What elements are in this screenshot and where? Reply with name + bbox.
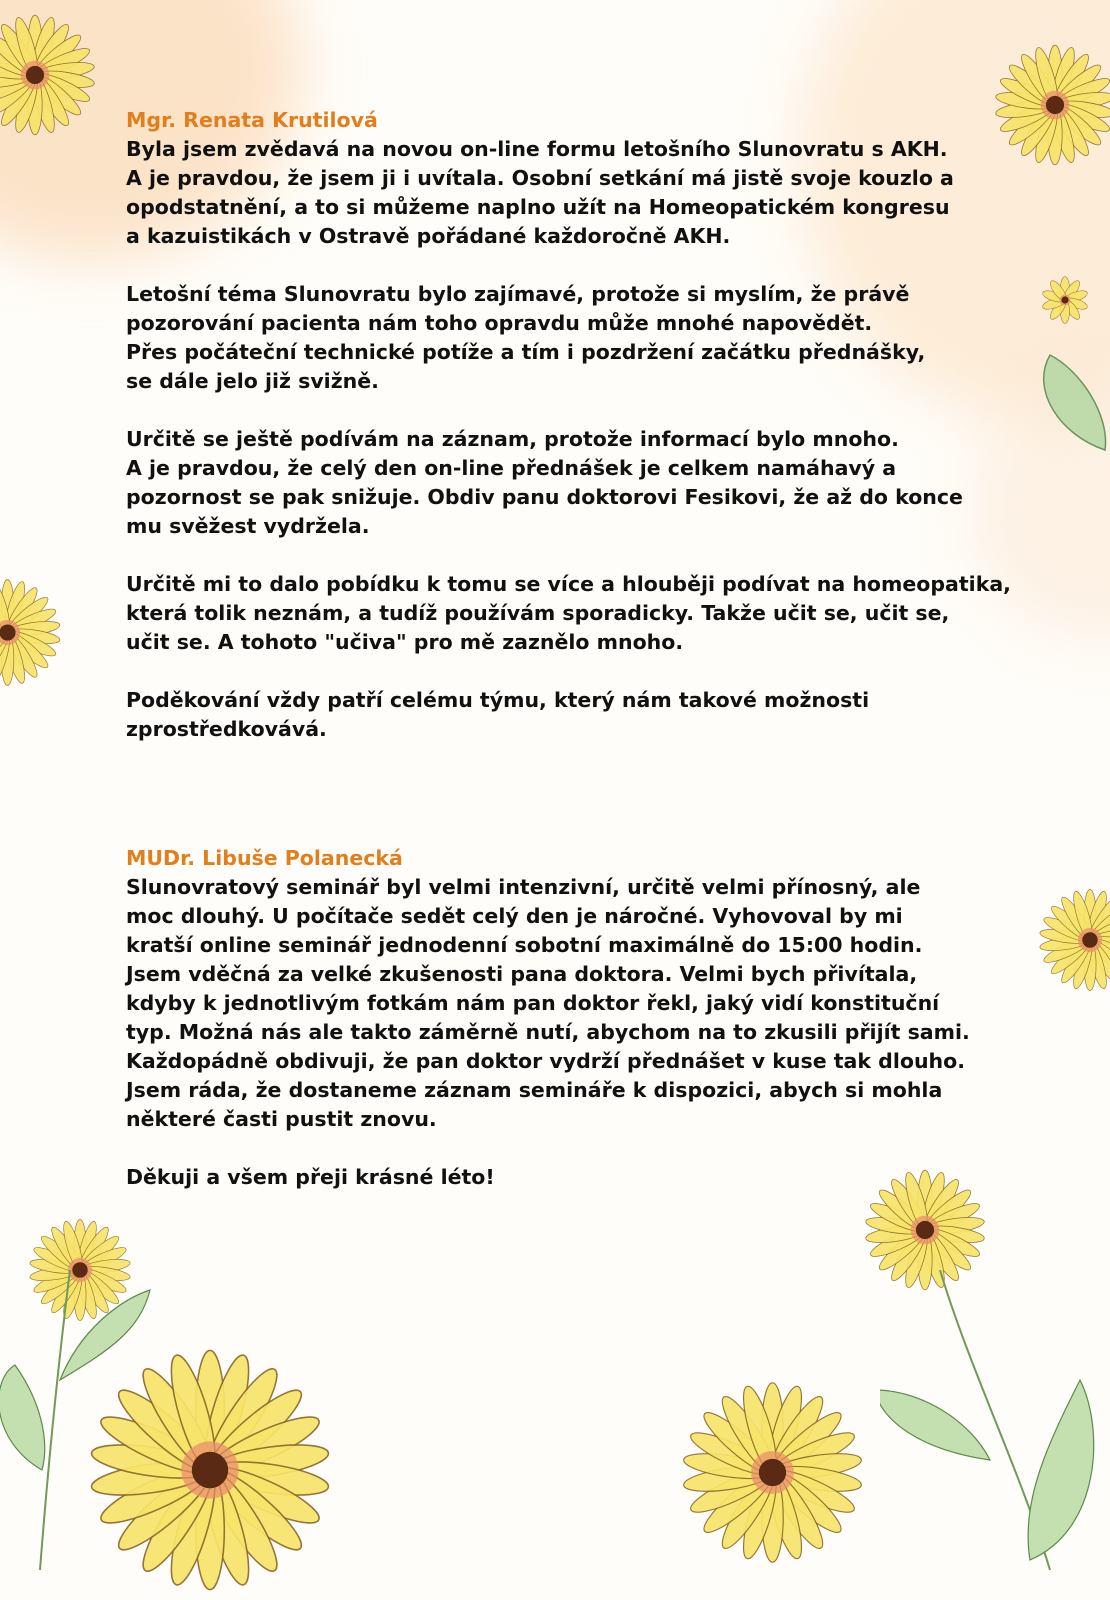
stem-leaves-icon <box>0 1270 200 1570</box>
stem-leaves-icon <box>880 1270 1110 1570</box>
calendula-flower-icon <box>675 1375 870 1570</box>
paragraph: Určitě mi to dalo pobídku k tomu se více a hlouběji podívat na homeopatika, která tolik neznám, a tudíž používám sporadicky. Takže učit se, učit se, učit se. A tohoto "učiva" pro mě zaznělo mnoho. <box>126 572 1011 654</box>
testimonial-section <box>126 106 1056 744</box>
calendula-flower-icon <box>0 10 100 140</box>
paragraph: Letošní téma Slunovratu bylo zajímavé, protože si myslím, že právě pozorování pacienta nám toho opravdu může mnohé napovědět. Přes počáteční technické potíže a tím i pozdržení začátku přednášky, se dále jelo již svižně. <box>126 282 926 393</box>
paragraph: Poděkování vždy patří celému týmu, který nám takové možnosti zprostředkovává. <box>126 688 870 741</box>
testimonial-section <box>126 844 1056 1192</box>
paragraph: Slunovratový seminář byl velmi intenzivní, určitě velmi přínosný, ale moc dlouhý. U počítače sedět celý den je náročné. Vyhovoval by mi kratší online seminář jednodenní sobotní maximálně do 15:00 hodin. Jsem vděčná za velké zkušenosti pana doktora. Velmi bych přivítala, kdyby k jednotlivým fotkám nám pan doktor řekl, jaký vidí konstituční typ. Možná nás ale takto záměrně nutí, abychom na to zkusili přijít sami. Každopádně obdivuji, že pan doktor vydrží přednášet v kuse tak dlouho. Jsem ráda, že dostaneme záznam semináře k dispozici, abych si mohla některé časti pustit znovu. <box>126 875 970 1131</box>
paragraph: Určitě se ještě podívám na záznam, protože informací bylo mnoho. A je pravdou, že celý den on-line přednášek je celkem namáhavý a pozornost se pak snižuje. Obdiv panu doktorovi Fesikovi, že až do konce mu svěžest vydržela. <box>126 427 963 538</box>
author-name: Mgr. Renata Krutilová <box>126 108 378 132</box>
paragraph: Děkuji a všem přeji krásné léto! <box>126 1165 495 1189</box>
spacer <box>126 773 1056 844</box>
testimonials <box>126 106 1056 1221</box>
calendula-flower-icon <box>0 575 65 690</box>
author-name: MUDr. Libuše Polanecká <box>126 846 403 870</box>
paragraph: Byla jsem zvědavá na novou on-line formu letošního Slunovratu s AKH. A je pravdou, že jsem ji i uvítala. Osobní setkání má jistě svoje kouzlo a opodstatnění, a to si můžeme naplno užít na Homeopatickém kongresu a kazuistikách v Ostravě pořádané každoročně AKH. <box>126 137 954 248</box>
